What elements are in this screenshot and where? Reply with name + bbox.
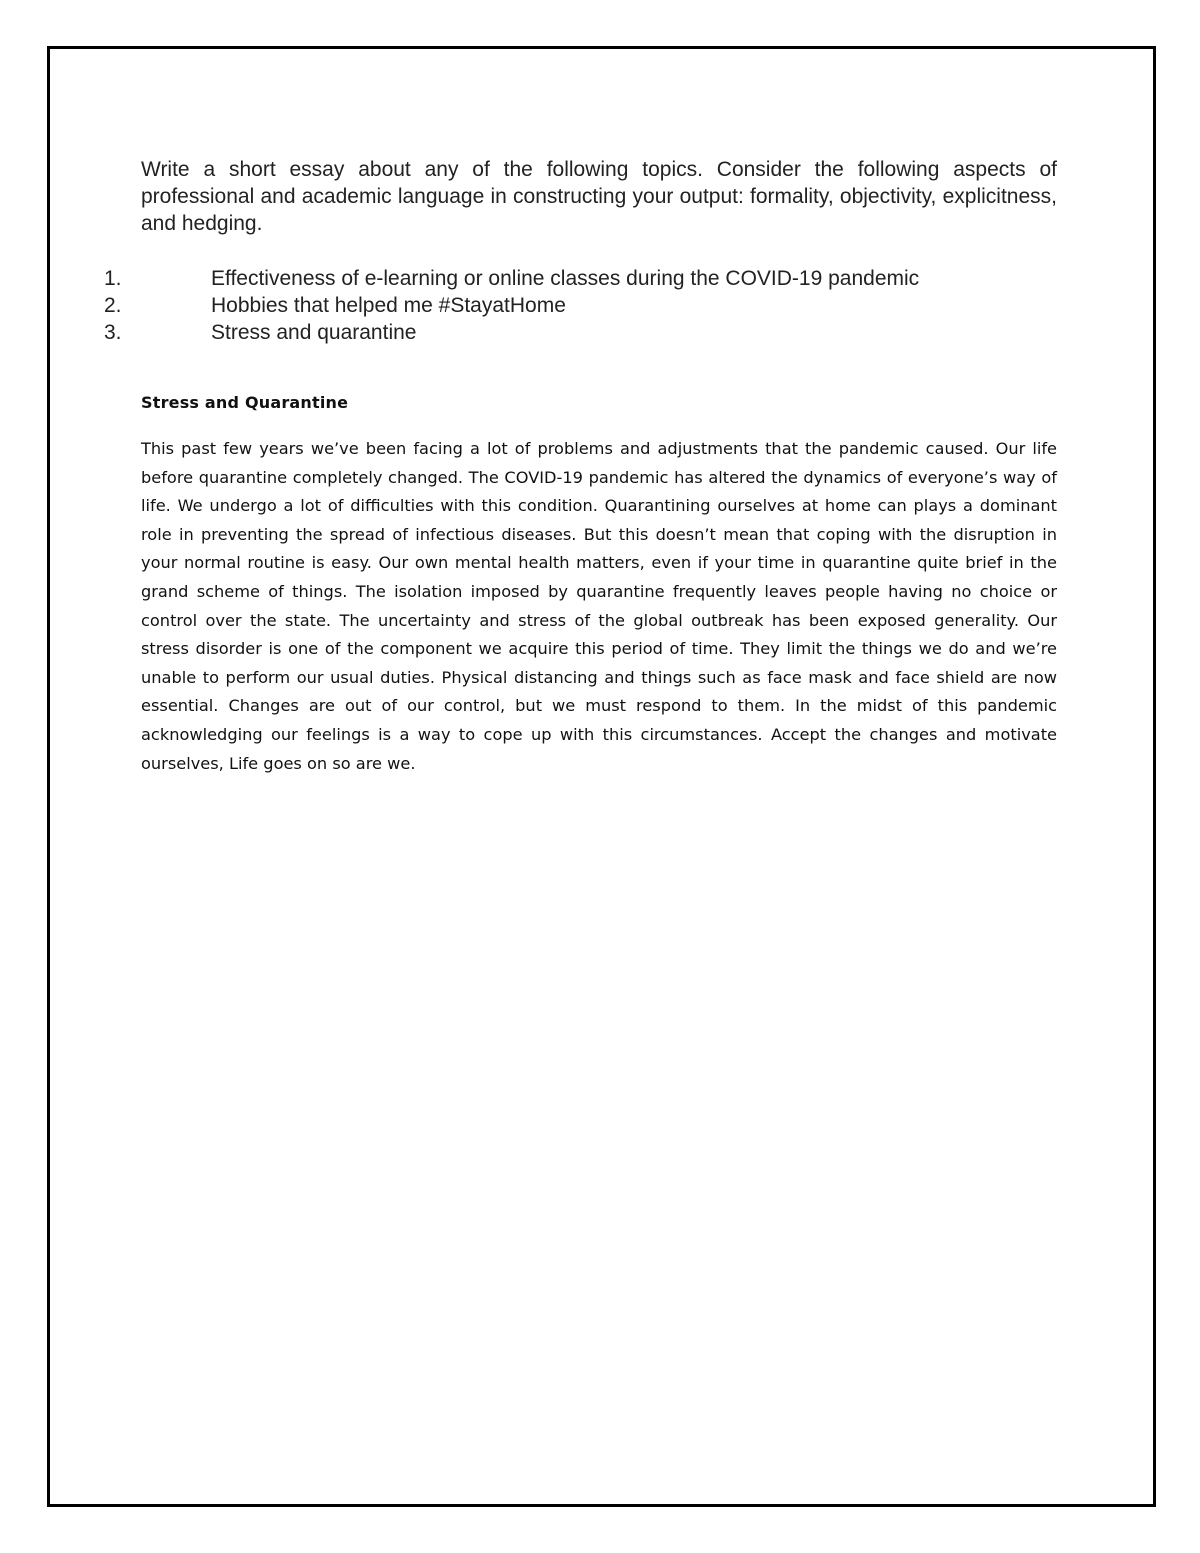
- topic-number: 1.: [104, 267, 122, 290]
- topic-item: [0, 292, 1100, 319]
- topic-item: [0, 319, 1100, 346]
- topic-text: Effectiveness of e-learning or online classes during the COVID-19 pandemic: [211, 267, 920, 290]
- topic-text: Hobbies that helped me #StayatHome: [211, 294, 566, 317]
- essay-body: This past few years we’ve been facing a lot of problems and adjustments that the pandemic caused. Our life before quarantine completely changed. The COVID-19 pandemic has altered the dynamics of everyone’s way of life. We undergo a lot of difficulties with this condition. Quarantining ourselves at home can plays a dominant role in preventing the spread of infectious diseases. But this doesn’t mean that coping with the disruption in your normal routine is easy. Our own mental health matters, even if your time in quarantine quite brief in the grand scheme of things. The isolation imposed by quarantine frequently leaves people having no choice or control over the state. The uncertainty and stress of the global outbreak has been exposed generality. Our stress disorder is one of the component we acquire this period of time. They limit the things we do and we’re unable to perform our usual duties. Physical distancing and things such as face mask and face shield are now essential. Changes are out of our control, but we must respond to them. In the midst of this pandemic acknowledging our feelings is a way to cope up with this circumstances. Accept the changes and motivate ourselves, Life goes on so are we.: [141, 439, 1057, 773]
- essay-title: Stress and Quarantine: [141, 393, 349, 412]
- topic-number: 3.: [104, 321, 122, 344]
- topic-list: [0, 265, 1100, 346]
- topic-text: Stress and quarantine: [211, 321, 417, 344]
- topic-number: 2.: [104, 294, 122, 317]
- assignment-prompt: Write a short essay about any of the following topics. Consider the following aspects of professional and academic language in constructing your output: formality, objectivity, explicitness, and hedging.: [141, 158, 1057, 235]
- topic-item: [0, 265, 1100, 292]
